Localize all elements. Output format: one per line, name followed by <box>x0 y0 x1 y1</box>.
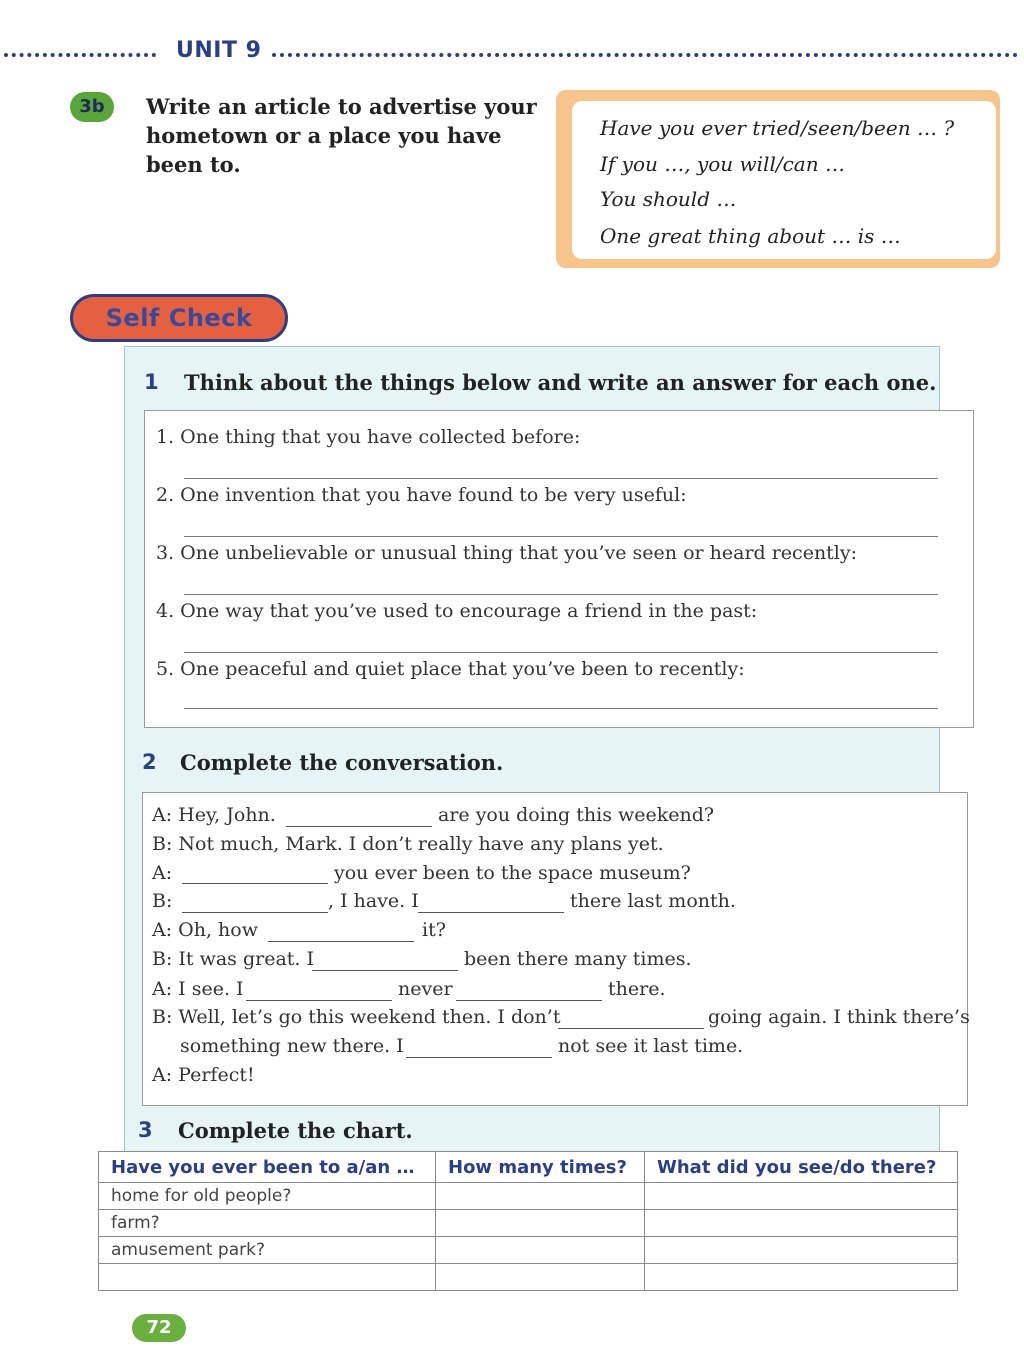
conversation-text: B: Not much, Mark. I don’t really have any plans yet. <box>152 833 664 855</box>
chart-cell[interactable] <box>99 1264 436 1291</box>
answer-line[interactable] <box>184 478 938 479</box>
blank-line[interactable] <box>406 1057 552 1058</box>
conversation-text: you ever been to the space museum? <box>334 862 691 884</box>
blank-line[interactable] <box>286 826 432 827</box>
blank-line[interactable] <box>182 883 328 884</box>
section-1-title: Think about the things below and write an answer for each one. <box>184 370 937 395</box>
chart-cell[interactable] <box>436 1237 645 1264</box>
section-2-title: Complete the conversation. <box>180 750 504 775</box>
question-box <box>144 410 974 728</box>
chart-header: How many times? <box>436 1152 645 1183</box>
task-line: been to. <box>146 152 241 177</box>
hint-line: If you …, you will/can … <box>600 152 845 176</box>
chart-cell[interactable] <box>436 1210 645 1237</box>
page-number: 72 <box>132 1314 186 1342</box>
chart-cell[interactable] <box>645 1210 958 1237</box>
chart-row <box>99 1237 958 1264</box>
chart-cell[interactable] <box>436 1264 645 1291</box>
chart-row <box>99 1210 958 1237</box>
hint-line: You should … <box>600 187 737 211</box>
section-2-number: 2 <box>142 750 157 774</box>
chart-cell: home for old people? <box>99 1183 436 1210</box>
task-line: hometown or a place you have <box>146 123 502 148</box>
blank-line[interactable] <box>456 1000 602 1001</box>
chart-cell[interactable] <box>436 1183 645 1210</box>
chart-cell[interactable] <box>645 1183 958 1210</box>
answer-line[interactable] <box>184 708 938 709</box>
question-item: 1. One thing that you have collected before: <box>156 426 581 448</box>
blank-line[interactable] <box>558 1028 704 1029</box>
blank-line[interactable] <box>246 1000 392 1001</box>
conversation-text: been there many times. <box>464 948 692 970</box>
chart-cell: farm? <box>99 1210 436 1237</box>
blank-line[interactable] <box>268 941 414 942</box>
header-dots-right <box>272 53 1018 57</box>
conversation-text: there. <box>608 978 666 1000</box>
chart-cell[interactable] <box>645 1237 958 1264</box>
conversation-text: B: Well, let’s go this weekend then. I don’t <box>152 1006 561 1028</box>
chart-header: Have you ever been to a/an … <box>99 1152 436 1183</box>
conversation-text: never <box>398 978 453 1000</box>
blank-line[interactable] <box>312 970 458 971</box>
conversation-text: A: I see. I <box>152 978 244 1000</box>
task-line: Write an article to advertise your <box>146 94 537 119</box>
chart-cell[interactable] <box>645 1264 958 1291</box>
self-check-label: Self Check <box>70 294 288 342</box>
conversation-text: it? <box>422 919 446 941</box>
conversation-text: not see it last time. <box>558 1035 744 1057</box>
question-item: 4. One way that you’ve used to encourage a friend in the past: <box>156 600 758 622</box>
conversation-text: there last month. <box>570 890 736 912</box>
chart-row <box>99 1183 958 1210</box>
task-3b-instruction <box>146 92 546 179</box>
conversation-text: B: It was great. I <box>152 948 315 970</box>
chart-header: What did you see/do there? <box>645 1152 958 1183</box>
conversation-text: A: <box>152 862 173 884</box>
conversation-text: A: Oh, how <box>152 919 258 941</box>
conversation-text: A: Perfect! <box>152 1064 255 1086</box>
blank-line[interactable] <box>182 912 328 913</box>
section-1-number: 1 <box>144 370 159 394</box>
hint-line: Have you ever tried/seen/been … ? <box>600 116 955 140</box>
blank-line[interactable] <box>418 912 564 913</box>
section-3-title: Complete the chart. <box>178 1118 413 1143</box>
answer-line[interactable] <box>184 594 938 595</box>
conversation-text: , I have. I <box>328 890 419 912</box>
conversation-text: B: <box>152 890 173 912</box>
task-badge: 3b <box>70 92 114 122</box>
answer-line[interactable] <box>184 652 938 653</box>
conversation-text: going again. I think there’s <box>708 1006 970 1028</box>
conversation-text: are you doing this weekend? <box>438 804 715 826</box>
question-item: 5. One peaceful and quiet place that you’ve been to recently: <box>156 658 745 680</box>
chart-row <box>99 1264 958 1291</box>
unit-title: UNIT 9 <box>176 38 262 63</box>
conversation-text: something new there. I <box>180 1035 404 1057</box>
chart-table <box>98 1151 958 1291</box>
answer-line[interactable] <box>184 536 938 537</box>
hint-line: One great thing about … is … <box>600 224 901 248</box>
header-dots-left <box>4 53 156 57</box>
section-3-number: 3 <box>138 1118 153 1142</box>
question-item: 2. One invention that you have found to be very useful: <box>156 484 687 506</box>
chart-header-row <box>99 1152 958 1183</box>
chart-cell: amusement park? <box>99 1237 436 1264</box>
conversation-text: A: Hey, John. <box>152 804 276 826</box>
question-item: 3. One unbelievable or unusual thing that you’ve seen or heard recently: <box>156 542 858 564</box>
